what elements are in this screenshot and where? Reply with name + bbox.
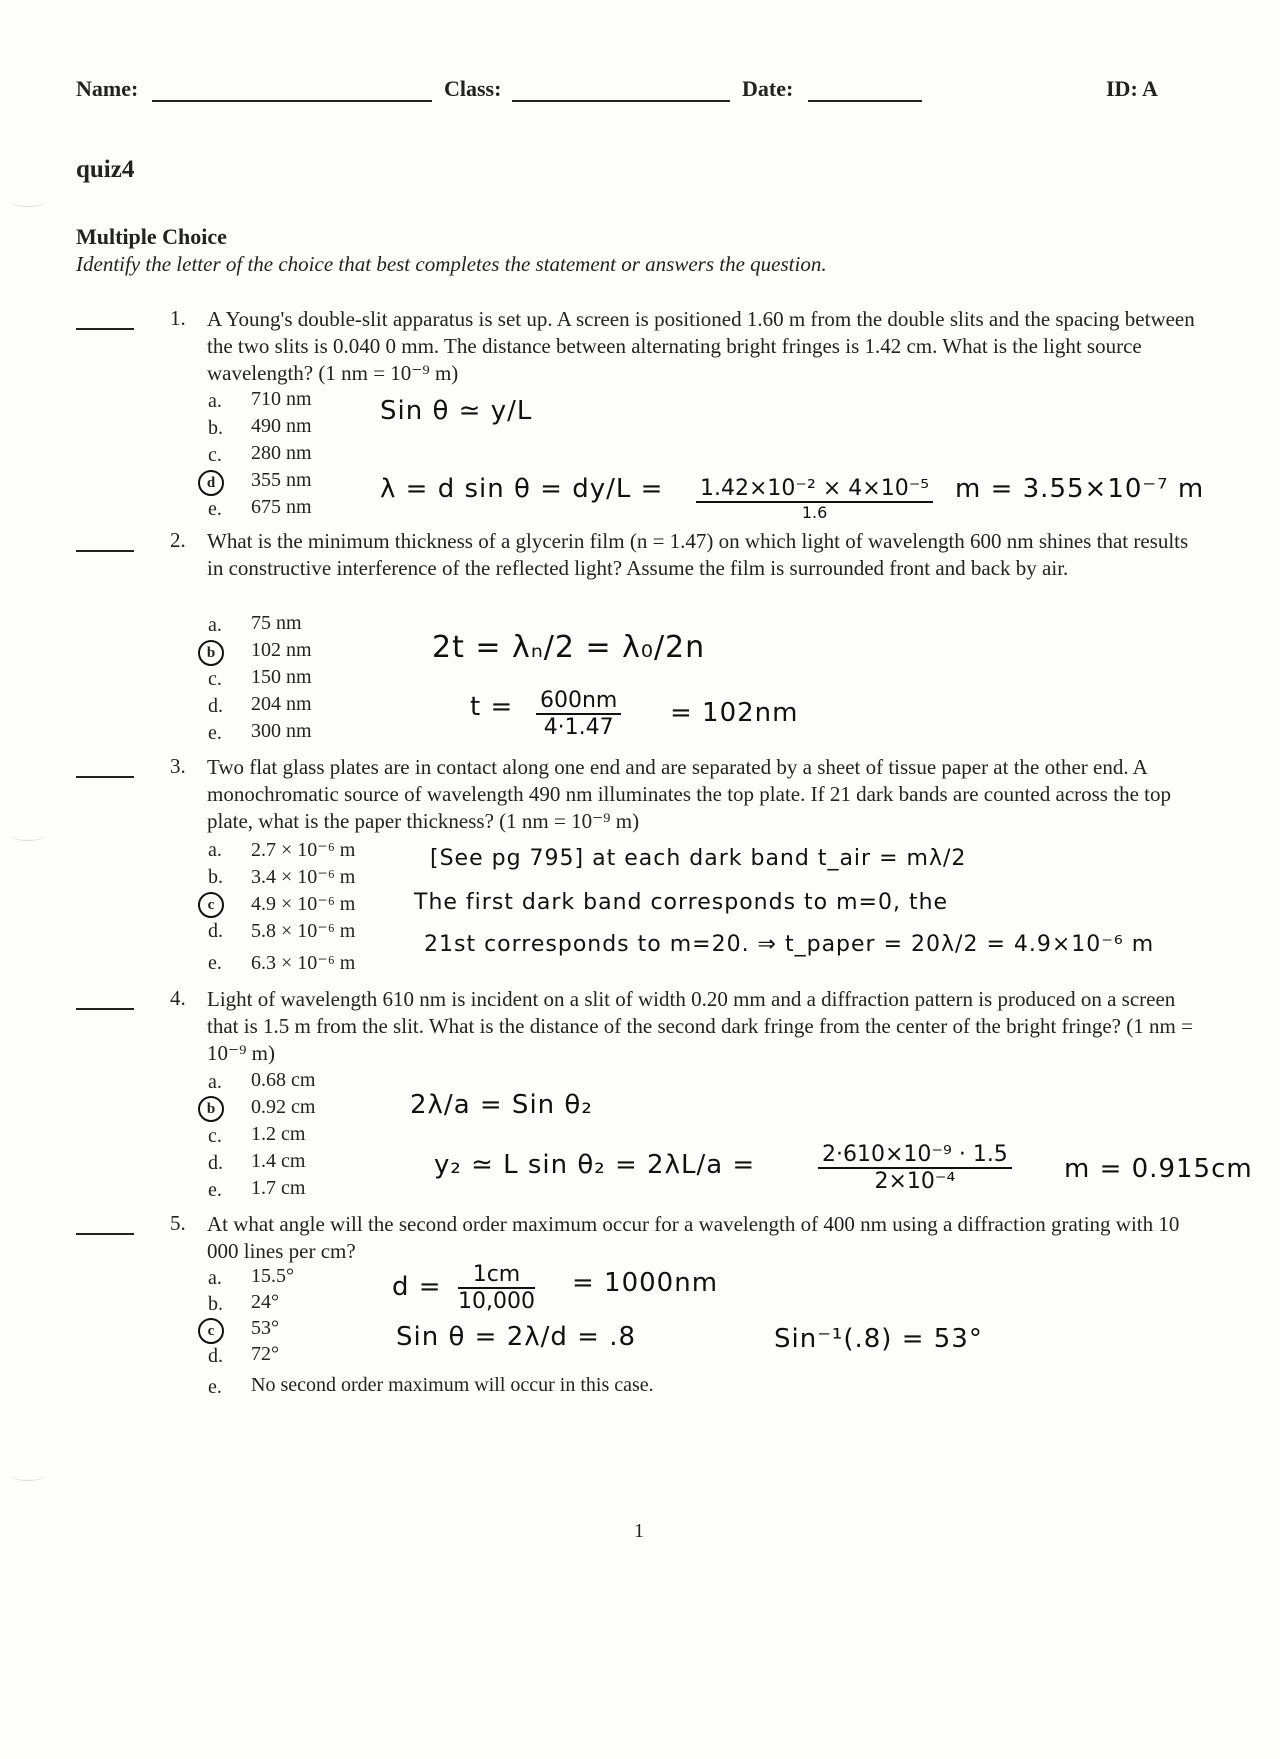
option-letter: c. [208,444,222,466]
option-letter: a. [208,390,222,412]
class-label: Class: [444,76,502,101]
handwritten-note: 2λ/a = Sin θ₂ [410,1090,593,1120]
circled-answer: c [198,1318,224,1344]
option-text: 24° [251,1291,279,1313]
option-text: 355 nm [251,469,312,491]
name-label: Name: [76,76,139,101]
circled-answer: b [198,1096,224,1122]
circled-answer: b [198,640,224,666]
handwritten-note: Sin θ = 2λ/d = .8 [396,1322,637,1352]
option-text: 4.9 × 10⁻⁶ m [251,893,356,915]
handwritten-fraction [818,1142,1012,1194]
handwritten-note: m = 0.915cm [1064,1154,1253,1184]
fraction-denominator: 4·1.47 [543,715,614,740]
option-text: 0.68 cm [251,1069,316,1091]
handwritten-fraction [536,688,621,740]
option-letter: d. [208,1152,223,1174]
fraction-numerator: 2·610×10⁻⁹ · 1.5 [818,1142,1012,1169]
handwritten-note: t = [470,692,514,722]
option-letter: d. [208,695,223,717]
id-label: ID: A [1106,76,1158,101]
fraction-numerator: 600nm [536,688,621,715]
question-number: 2. [170,528,186,552]
handwritten-note: Sin⁻¹(.8) = 53° [774,1324,983,1354]
punch-hole-mark [10,1470,46,1481]
option-text: 102 nm [251,639,312,661]
page-number: 1 [634,1520,644,1542]
option-text: 675 nm [251,496,312,518]
handwritten-note: [See pg 795] at each dark band t_air = mλ/2 [430,846,967,871]
option-letter: d. [208,920,223,942]
option-letter: b. [208,866,223,888]
question-text: A Young's double-slit apparatus is set up. A screen is positioned 1.60 m from the double slits and the spacing between the two slits is 0.040 0 mm. The distance between alternating bright fringes is 1.42 cm. What is the light source wavelength? (1 nm = 10⁻⁹ m) [207,307,1195,385]
question-number: 4. [170,986,186,1010]
page-title: quiz4 [76,156,135,183]
punch-hole-mark [10,196,46,207]
option-letter: c. [208,668,222,690]
option-text: 1.4 cm [251,1150,306,1172]
circled-answer: d [198,470,224,496]
option-text: 72° [251,1343,279,1365]
answer-blank[interactable] [76,1008,134,1010]
handwritten-note: m = 3.55×10⁻⁷ m [955,474,1205,504]
question-number: 5. [170,1211,186,1235]
option-letter: b. [208,417,223,439]
fraction-denominator: 1.6 [801,503,828,522]
option-letter: e. [208,1179,222,1201]
option-text: 3.4 × 10⁻⁶ m [251,866,356,888]
option-text: 710 nm [251,388,312,410]
option-letter: e. [208,1376,222,1398]
answer-blank[interactable] [76,550,134,552]
question-number: 3. [170,754,186,778]
punch-hole-mark [10,830,46,841]
option-text: 204 nm [251,693,312,715]
option-text: 1.7 cm [251,1177,306,1199]
option-text: 280 nm [251,442,312,464]
handwritten-note: The first dark band corresponds to m=0, the [414,890,949,915]
handwritten-note: λ = d sin θ = dy/L = [380,474,664,504]
handwritten-note: = 102nm [670,698,799,728]
option-text: 150 nm [251,666,312,688]
date-label: Date: [742,76,794,101]
fraction-numerator: 1.42×10⁻² × 4×10⁻⁵ [696,476,933,503]
option-text: 53° [251,1317,279,1339]
option-text: 6.3 × 10⁻⁶ m [251,952,356,974]
fraction-numerator: 1cm [458,1262,535,1289]
circled-answer: c [198,892,224,918]
date-field[interactable] [808,100,922,102]
answer-blank[interactable] [76,328,134,330]
fraction-denominator: 10,000 [458,1289,535,1314]
handwritten-fraction [458,1262,535,1314]
answer-blank[interactable] [76,776,134,778]
option-text: 75 nm [251,612,302,634]
handwritten-fraction [696,476,933,522]
option-text: No second order maximum will occur in this case. [251,1374,654,1396]
option-text: 0.92 cm [251,1096,316,1118]
fraction-denominator: 2×10⁻⁴ [874,1169,956,1194]
handwritten-note: 21st corresponds to m=20. ⇒ t_paper = 20λ/2 = 4.9×10⁻⁶ m [424,932,1155,957]
option-letter: a. [208,839,222,861]
option-text: 2.7 × 10⁻⁶ m [251,839,356,861]
question-text: Light of wavelength 610 nm is incident on a slit of width 0.20 mm and a diffraction pattern is produced on a screen that is 1.5 m from the slit. What is the distance of the second dark fringe from the center of the bright fringe? (1 nm = 10⁻⁹ m) [207,987,1193,1065]
option-letter: b. [208,1293,223,1315]
option-letter: e. [208,498,222,520]
option-letter: a. [208,1267,222,1289]
option-letter: a. [208,614,222,636]
option-text: 300 nm [251,720,312,742]
option-letter: a. [208,1071,222,1093]
handwritten-note: Sin θ ≃ y/L [380,396,533,426]
handwritten-note: = 1000nm [572,1268,719,1298]
handwritten-note: y₂ ≃ L sin θ₂ = 2λL/a = [434,1150,756,1180]
option-letter: d. [208,1345,223,1367]
option-text: 15.5° [251,1265,294,1287]
option-letter: e. [208,952,222,974]
option-letter: e. [208,722,222,744]
option-text: 5.8 × 10⁻⁶ m [251,920,356,942]
name-field[interactable] [152,100,432,102]
question-number: 1. [170,306,186,330]
handwritten-note: d = [392,1272,442,1302]
question-text: At what angle will the second order maximum occur for a wavelength of 400 nm using a diffraction grating with 10 000 lines per cm? [207,1212,1180,1263]
option-letter: c. [208,1125,222,1147]
option-text: 1.2 cm [251,1123,306,1145]
section-instructions: Identify the letter of the choice that best completes the statement or answers the question. [76,252,827,276]
handwritten-note: 2t = λₙ/2 = λ₀/2n [432,630,706,665]
answer-blank[interactable] [76,1233,134,1235]
question-text: What is the minimum thickness of a glycerin film (n = 1.47) on which light of wavelength 600 nm shines that results in constructive interference of the reflected light? Assume the film is surrounded front and back by air. [207,529,1189,580]
section-heading: Multiple Choice [76,224,227,249]
option-text: 490 nm [251,415,312,437]
question-text: Two flat glass plates are in contact along one end and are separated by a sheet of tissue paper at the other end. A monochromatic source of wavelength 490 nm illuminates the top plate. If 21 dark bands are counted across the top plate, what is the paper thickness? (1 nm = 10⁻⁹ m) [207,755,1171,833]
class-field[interactable] [512,100,730,102]
